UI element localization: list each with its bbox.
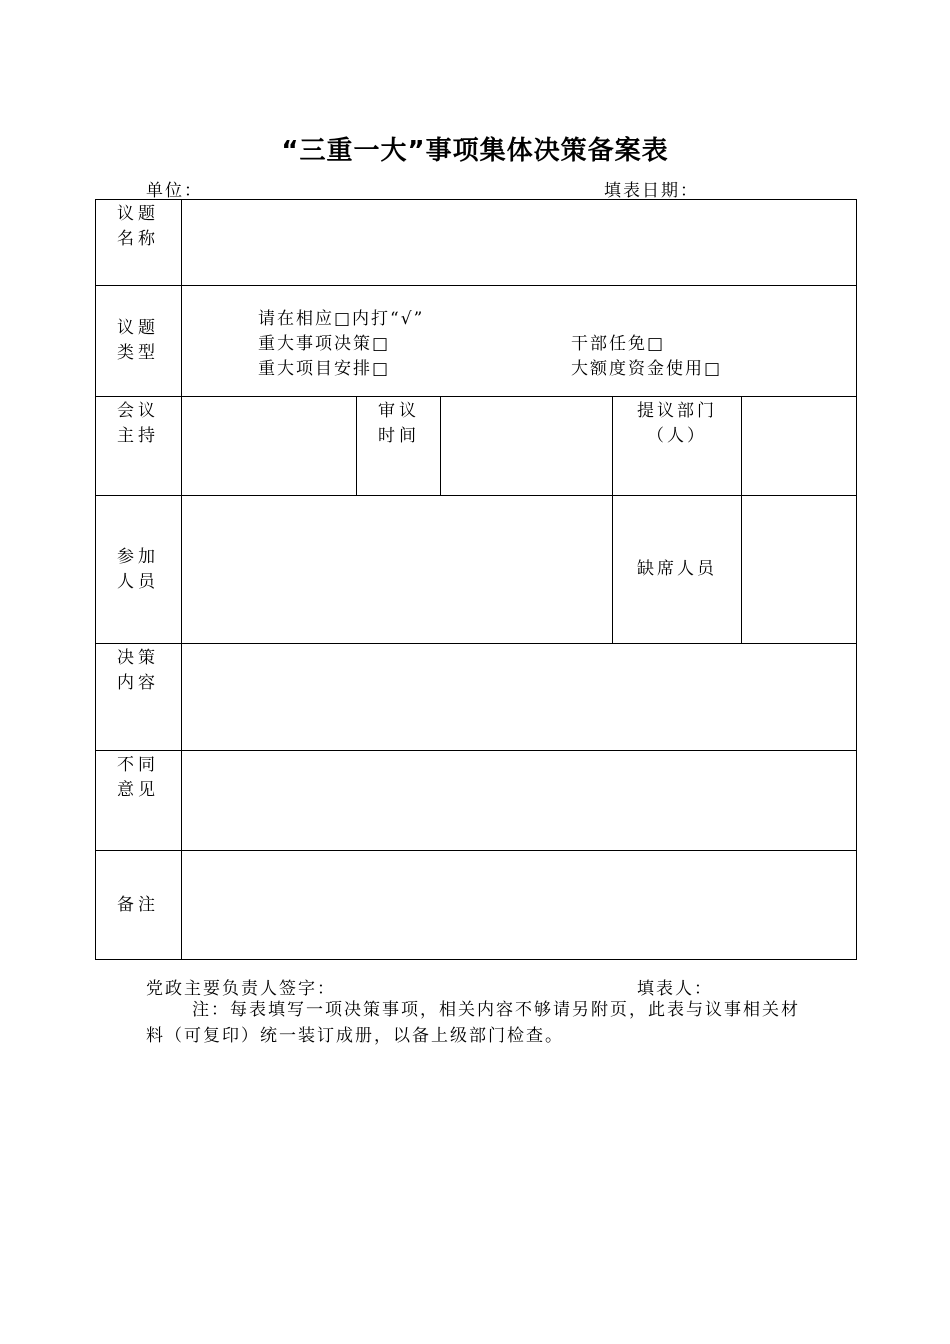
option-cadre-appointment[interactable]: 干部任免□ xyxy=(571,334,666,354)
remarks-field[interactable] xyxy=(182,851,857,960)
leader-sign-label: 党政主要负责人签字： xyxy=(146,979,336,999)
record-form-table xyxy=(95,199,857,960)
row-topic-type xyxy=(96,286,857,397)
row-dissent xyxy=(96,751,857,851)
row-decision xyxy=(96,644,857,751)
page-title: “三重一大”事项集体决策备案表 xyxy=(281,136,669,166)
row-remarks xyxy=(96,851,857,960)
row-host xyxy=(96,397,857,496)
attendees-field[interactable] xyxy=(182,496,613,644)
topic-type-instruction: 请在相应□内打“√” xyxy=(258,309,425,329)
topic-name-label: 议题 名称 xyxy=(96,200,182,286)
row-topic-name xyxy=(96,200,857,286)
unit-label: 单位： xyxy=(146,181,203,201)
topic-name-field[interactable] xyxy=(182,200,857,286)
option-major-project[interactable]: 重大项目安排□ xyxy=(258,359,391,379)
decision-label: 决策 内容 xyxy=(96,644,182,751)
absentees-field[interactable] xyxy=(742,496,857,644)
attendees-label: 参加 人员 xyxy=(96,496,182,644)
host-field[interactable] xyxy=(182,397,357,496)
date-label: 填表日期： xyxy=(604,181,699,201)
option-major-decision[interactable]: 重大事项决策□ xyxy=(258,334,391,354)
absentees-label: 缺席人员 xyxy=(613,496,742,644)
remarks-label: 备注 xyxy=(96,851,182,960)
dissent-field[interactable] xyxy=(182,751,857,851)
review-time-label: 审议 时间 xyxy=(357,397,441,496)
decision-field[interactable] xyxy=(182,644,857,751)
dissent-label: 不同 意见 xyxy=(96,751,182,851)
host-label: 会议 主持 xyxy=(96,397,182,496)
row-attendees xyxy=(96,496,857,644)
footnote: 注：每表填写一项决策事项，相关内容不够请另附页，此表与议事相关材料（可复印）统一装订成册，以备上级部门检查。 xyxy=(146,1000,800,1046)
proposer-label: 提议部门 （人） xyxy=(613,397,742,496)
review-time-field[interactable] xyxy=(441,397,613,496)
option-large-fund-use[interactable]: 大额度资金使用□ xyxy=(571,359,723,379)
filler-label: 填表人： xyxy=(637,979,713,999)
proposer-field[interactable] xyxy=(742,397,857,496)
topic-type-label: 议题 类型 xyxy=(96,286,182,397)
